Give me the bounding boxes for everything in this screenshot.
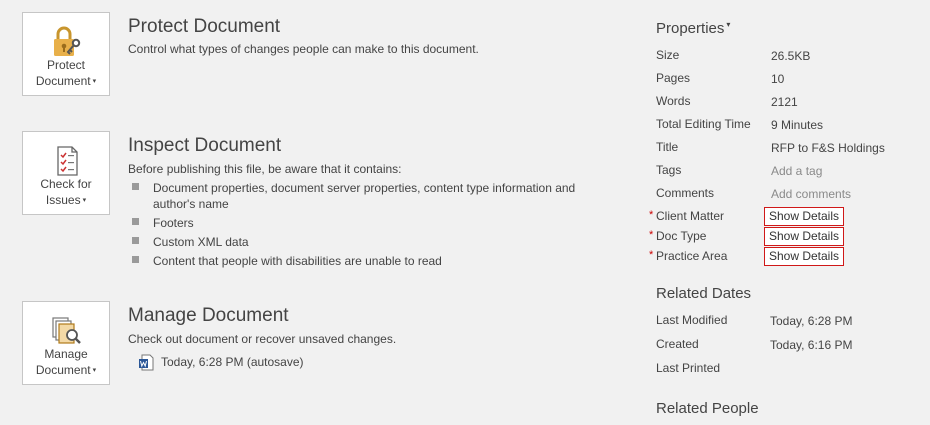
practice-area-show-details-button[interactable]: Show Details [764, 247, 844, 266]
doc-type-show-details-button[interactable]: Show Details [764, 227, 844, 246]
required-marker: * [649, 249, 654, 261]
inspect-item: Document properties, document server properties, content type information and [153, 181, 576, 195]
inspect-item: Custom XML data [153, 235, 249, 249]
prop-label-client-matter: Client Matter [656, 209, 725, 223]
protect-description: Control what types of changes people can make to this document. [128, 42, 479, 56]
chevron-down-icon: ▾ [92, 366, 97, 374]
required-marker: * [649, 229, 654, 241]
date-value-last-modified: Today, 6:28 PM [770, 314, 853, 328]
prop-label-tags: Tags [656, 163, 682, 177]
manage-title: Manage Document [128, 305, 289, 326]
inspect-item: Content that people with disabilities are unable to read [153, 254, 442, 268]
lock-key-icon [49, 25, 85, 59]
chevron-down-icon: ▾ [82, 196, 87, 204]
bullet-icon [132, 183, 139, 190]
prop-value-title[interactable]: RFP to F&S Holdings [771, 141, 885, 155]
prop-value-words: 2121 [771, 95, 798, 109]
date-label-created: Created [656, 337, 699, 351]
protect-title: Protect Document [128, 16, 281, 37]
manage-document-icon [49, 314, 85, 348]
comments-input[interactable]: Add comments [771, 187, 852, 201]
required-marker: * [649, 209, 654, 221]
word-document-icon [138, 354, 154, 376]
protect-button-label: Protect [46, 58, 85, 72]
protect-button-label2: Document [35, 74, 91, 88]
chevron-down-icon: ▾ [92, 77, 97, 85]
bullet-icon [132, 237, 139, 244]
prop-value-editing-time: 9 Minutes [771, 118, 824, 132]
related-people-header: Related People [656, 400, 759, 417]
date-label-last-printed: Last Printed [656, 361, 721, 375]
related-dates-header: Related Dates [656, 285, 752, 302]
properties-title: Properties [656, 20, 725, 37]
client-matter-show-details-button[interactable]: Show Details [764, 207, 844, 226]
protect-document-button[interactable] [22, 12, 110, 96]
inspect-button-label2: Issues [45, 193, 81, 207]
prop-label-title: Title [656, 140, 679, 154]
date-value-created: Today, 6:16 PM [770, 338, 853, 352]
properties-header[interactable] [656, 20, 730, 37]
prop-label-practice-area: Practice Area [656, 249, 728, 263]
manage-document-button[interactable] [22, 301, 110, 385]
inspect-description: Before publishing this file, be aware that it contains: [128, 162, 402, 176]
autosave-version-link[interactable] [138, 354, 338, 372]
checklist-icon [49, 144, 85, 178]
check-for-issues-button[interactable] [22, 131, 110, 215]
manage-description: Check out document or recover unsaved changes. [128, 332, 397, 346]
inspect-title: Inspect Document [128, 135, 282, 156]
chevron-down-icon: ▾ [726, 20, 731, 29]
prop-label-doc-type: Doc Type [656, 229, 707, 243]
autosave-text: Today, 6:28 PM (autosave) [161, 355, 304, 369]
bullet-icon [132, 256, 139, 263]
date-label-last-modified: Last Modified [656, 313, 728, 327]
prop-label-pages: Pages [656, 71, 691, 85]
prop-label-editing-time: Total Editing Time [656, 117, 751, 131]
prop-label-size: Size [656, 48, 680, 62]
manage-button-label2: Document [35, 363, 91, 377]
manage-button-label: Manage [44, 347, 88, 361]
inspect-item: author's name [153, 197, 229, 211]
prop-label-comments: Comments [656, 186, 715, 200]
bullet-icon [132, 218, 139, 225]
inspect-item: Footers [153, 216, 194, 230]
prop-label-words: Words [656, 94, 691, 108]
inspect-button-label: Check for [40, 177, 92, 191]
prop-value-size: 26.5KB [771, 49, 811, 63]
tags-input[interactable]: Add a tag [771, 164, 823, 178]
prop-value-pages: 10 [771, 72, 785, 86]
